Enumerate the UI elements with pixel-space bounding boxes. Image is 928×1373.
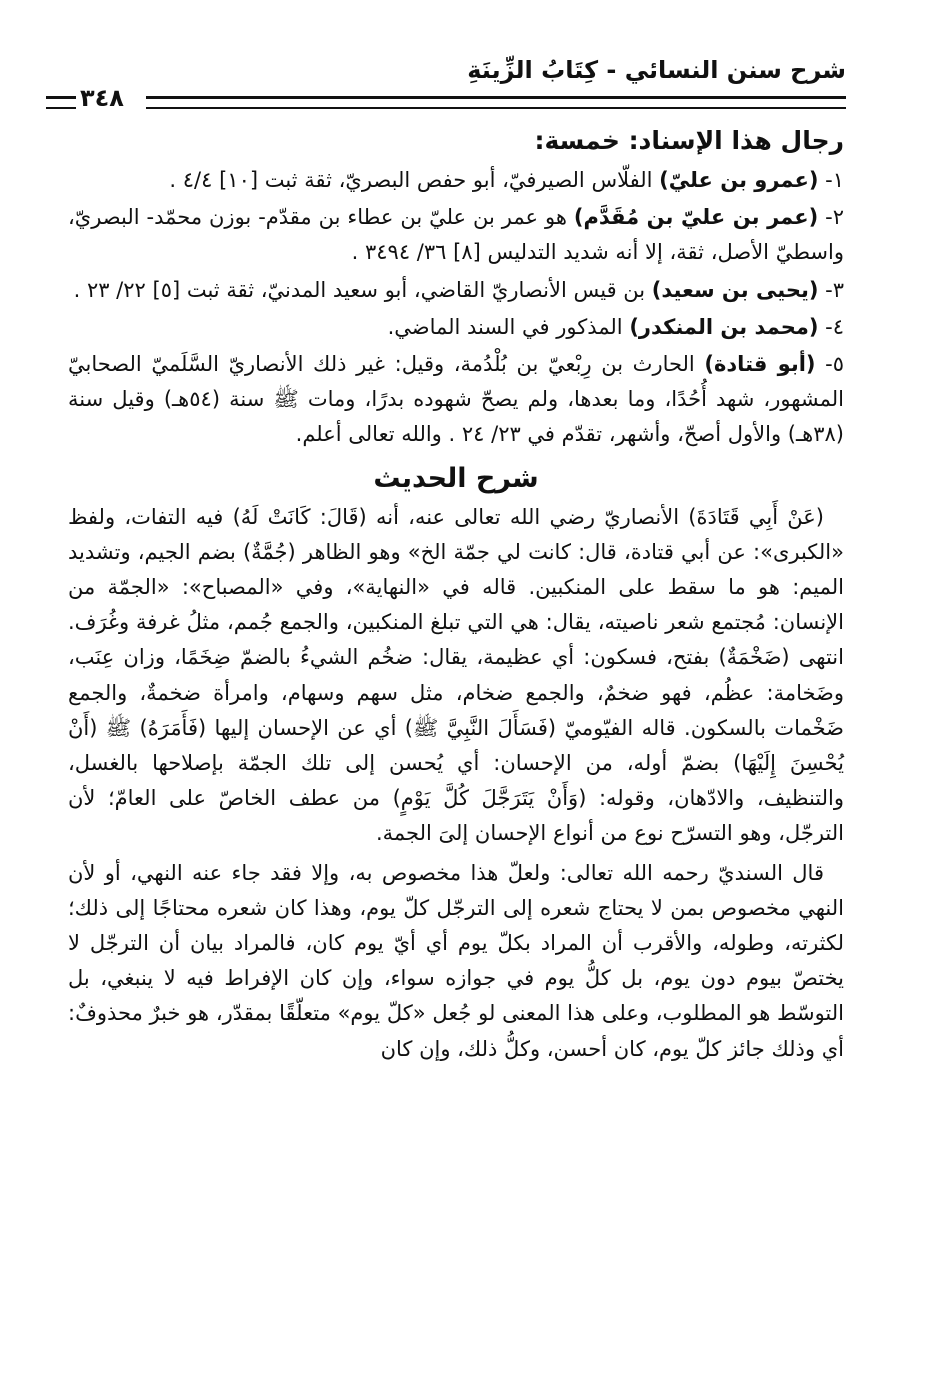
narrator-item [68, 347, 844, 453]
narrator-item [68, 273, 844, 308]
page-number: ٣٤٨ [80, 84, 124, 112]
narrator-text: الحارث بن رِبْعيّ بن بُلْدُمة، وقيل: غير ذلك الأنصاريّ السَّلَميّ الصحابيّ المشهور، شهد أُحُدًا، وما بعدها، ولم يصحّ شهوده بدرًا، ومات ﷺ سنة (٥٤هـ) وقيل سنة (٣٨هـ) والأول أصحّ، وأشهر، تقدّم في ٢٣/ ٢٤ . والله تعالى أعلم. [68, 352, 844, 447]
narrator-item [68, 163, 844, 198]
narrator-item [68, 200, 844, 270]
item-number: ١- [818, 168, 844, 192]
narrator-name: (أبو قتادة) [704, 352, 816, 377]
item-number: ٥- [815, 352, 844, 377]
commentary-paragraph: (عَنْ أَبِي قَتَادَةَ) الأنصاريّ رضي الله تعالى عنه، أنه (قَالَ: كَانَتْ لَهُ) فيه التفات، ولفظ «الكبرى»: عن أبي قتادة، قال: كانت لي جمّة الخ» وهو الظاهر (جُمَّةٌ) بضم الجيم، وتشديد الميم: هو ما سقط على المنكبين. قاله في «النهاية»، وفي «المصباح»: «الجمّة من الإنسان: مُجتمع شعر ناصيته، يقال: هي التي تبلغ المنكبين، والجمع جُمم، مثلُ غرفة وغُرَف. انتهى (ضَخْمَةٌ) بفتح، فسكون: أي عظيمة، يقال: ضخُم الشيءُ بالضمّ ضِخَمًا، وزان عِنَب، وضَخامة: عظُم، فهو ضخمٌ، والجمع ضخام، مثل سهم وسهام، وامرأة ضخمةٌ، والجمع ضَخْمات بالسكون. قاله الفيّوميّ (فَسَأَلَ النَّبِيَّ ﷺ) أي عن الإحسان إليها (فَأَمَرَهُ) ﷺ (أَنْ يُحْسِنَ إِلَيْهَا) بضمّ أوله، من الإحسان: أي يُحسن إلى تلك الجمّة بإصلاحها بالغسل، والتنظيف، والادّهان، وقوله: (وَأَنْ يَتَرَجَّلَ كُلَّ يَوْمٍ) من عطف الخاصّ على العامّ؛ لأن الترجّل، وهو التسرّح نوع من أنواع الإحسان إلىَ الجمة. [68, 504, 844, 846]
narrator-text: بن قيس الأنصاريّ القاضي، أبو سعيد المدنيّ، ثقة ثبت [٥] ٢٢/ ٢٣ . [73, 277, 652, 302]
narrator-text: الفلّاس الصيرفيّ، أبو حفص البصريّ، ثقة ثبت [١٠] ٤/٤ . [169, 168, 660, 192]
header-rule [146, 96, 846, 109]
running-header [46, 44, 846, 112]
narrator-text: هو عمر بن عليّ بن عطاء بن مقدّم- بوزن محمّد- البصريّ، واسطيّ الأصل، ثقة، إلا أنه شديد التدليس [٨] ٣٦/ ٣٤٩٤ . [68, 205, 844, 265]
narrator-text: المذكور في السند الماضي. [387, 314, 630, 339]
item-number: ٢- [818, 205, 844, 230]
narrator-name: (عمرو بن عليّ) [659, 168, 819, 192]
narrator-name: (يحيى بن سعيد) [651, 277, 819, 302]
narrator-name: (عمر بن عليّ بن مُقَدَّم) [573, 205, 819, 230]
narrator-name: (محمد بن المنكدر) [629, 314, 819, 339]
header-rule-short [46, 96, 76, 109]
commentary-paragraph: قال السنديّ رحمه الله تعالى: ولعلّ هذا مخصوص به، وإلا فقد جاء عنه النهي، أو لأن النهي مخصوص بمن لا يحتاج شعره إلى الترجّل كلّ يوم، وهذا كان شعره محتاجًا إلى ذلك؛ لكثرته، وطوله، والأقرب أن المراد بكلّ يوم أي أيّ يوم كان، فالمراد بيان أن الترجّل لا يختصّ بيوم دون يوم، بل كلُّ يوم في جوازه سواء، وإن كان الإفراط فيه لا ينبغي، بل التوسّط هو المطلوب، وعلى هذا المعنى لو جُعل «كلّ يوم» متعلّقًا بمقدّر، هو خبرٌ محذوفٌ: أي وذلك جائز كلّ يوم، كان أحسن، وكلُّ ذلك، وإن كان [68, 860, 844, 1061]
page-content [68, 126, 844, 1071]
narrators-heading: رجال هذا الإسناد: خمسة: [534, 126, 844, 155]
header-title: شرح سنن النسائي - كِتَابُ الزِّينَةِ [467, 56, 846, 84]
item-number: ٣- [818, 277, 844, 302]
narrator-item [68, 310, 844, 345]
commentary-heading: شرح الحديث [373, 462, 539, 494]
item-number: ٤- [818, 314, 844, 339]
